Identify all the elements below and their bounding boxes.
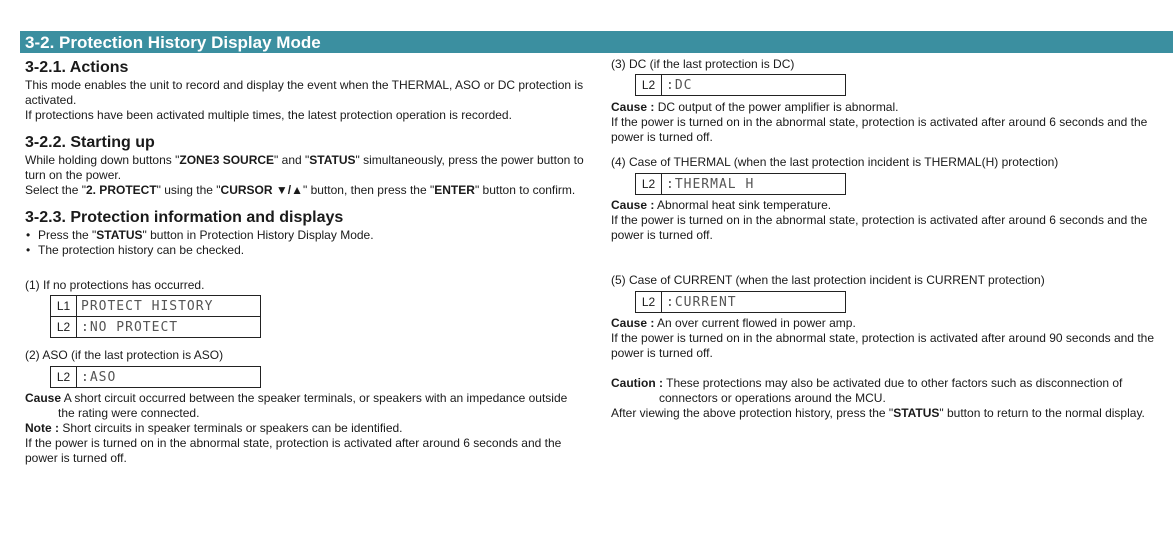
- case-2-note: Note : Short circuits in speaker terminals or speakers can be identified.: [25, 421, 403, 435]
- actions-paragraph-1: This mode enables the unit to record and display the event when the THERMAL, ASO or DC protection is activated.: [25, 78, 584, 107]
- info-heading: 3-2.3. Protection information and displays: [25, 209, 344, 226]
- lcd-line-text: :DC: [662, 75, 846, 96]
- case-2-cause-cont: the rating were connected.: [58, 406, 200, 420]
- case-5-title: (5) Case of CURRENT (when the last protection incident is CURRENT protection): [611, 273, 1045, 287]
- after-viewing-line: After viewing the above protection history, press the "STATUS" button to return to the normal display.: [611, 406, 1145, 420]
- info-bullet-2: • The protection history can be checked.: [26, 243, 245, 257]
- caution-line-cont: connectors or operations around the MCU.: [659, 391, 886, 405]
- case-5-cause: Cause : An over current flowed in power amp.: [611, 316, 856, 330]
- case-2-cause: Cause A short circuit occurred between the speaker terminals, or speakers with an impedance outside: [25, 391, 568, 405]
- section-title-bar: [20, 31, 1173, 53]
- case-4-cause: Cause : Abnormal heat sink temperature.: [611, 198, 832, 212]
- case-4-extra: If the power is turned on in the abnormal state, protection is activated after around 6 seconds and the power is turned off.: [611, 213, 1148, 242]
- lcd-line-label: L2: [51, 367, 77, 388]
- case-2-title: (2) ASO (if the last protection is ASO): [25, 348, 224, 362]
- lcd-line-text: :CURRENT: [662, 292, 846, 313]
- actions-paragraph-2: If protections have been activated multiple times, the latest protection operation is recorded.: [25, 108, 512, 122]
- case-3-cause: Cause : DC output of the power amplifier is abnormal.: [611, 100, 899, 114]
- case-3-lcd: [635, 74, 846, 96]
- lcd-line-label: L2: [51, 317, 77, 338]
- lcd-line-label: L2: [636, 292, 662, 313]
- section-title: 3-2. Protection History Display Mode: [25, 33, 321, 52]
- starting-heading: 3-2.2. Starting up: [25, 134, 155, 151]
- lcd-line-label: L2: [636, 75, 662, 96]
- lcd-line-label: L1: [51, 296, 77, 317]
- right-column: [611, 57, 1171, 421]
- actions-heading: 3-2.1. Actions: [25, 59, 129, 76]
- starting-line-1: While holding down buttons "ZONE3 SOURCE" and "STATUS" simultaneously, press the power button to turn on the power.: [25, 153, 584, 182]
- case-1-title: (1) If no protections has occurred.: [25, 278, 205, 292]
- case-3-title: (3) DC (if the last protection is DC): [611, 57, 795, 71]
- lcd-line-text: :ASO: [77, 367, 261, 388]
- case-5-extra: If the power is turned on in the abnormal state, protection is activated after around 90 seconds and the power is turned off.: [611, 331, 1154, 360]
- info-bullet-1: • Press the "STATUS" button in Protection History Display Mode.: [26, 228, 374, 242]
- case-4-title: (4) Case of THERMAL (when the last protection incident is THERMAL(H) protection): [611, 155, 1059, 169]
- lcd-line-text: :THERMAL H: [662, 174, 846, 195]
- left-column: [25, 58, 593, 466]
- case-1-lcd: [50, 295, 261, 338]
- case-2-extra: If the power is turned on in the abnormal state, protection is activated after around 6 seconds and the power is turned off.: [25, 436, 562, 465]
- case-3-extra: If the power is turned on in the abnormal state, protection is activated after around 6 seconds and the power is turned off.: [611, 115, 1148, 144]
- case-4-lcd: [635, 173, 846, 195]
- caution-line: Caution : These protections may also be activated due to other factors such as disconnection of: [611, 376, 1123, 390]
- lcd-line-label: L2: [636, 174, 662, 195]
- starting-line-2: Select the "2. PROTECT" using the "CURSOR ▼/▲" button, then press the "ENTER" button to confirm.: [25, 183, 576, 197]
- case-2-lcd: [50, 366, 261, 388]
- case-5-lcd: [635, 291, 846, 313]
- lcd-line-text: :NO PROTECT: [77, 317, 261, 338]
- lcd-line-text: PROTECT HISTORY: [77, 296, 261, 317]
